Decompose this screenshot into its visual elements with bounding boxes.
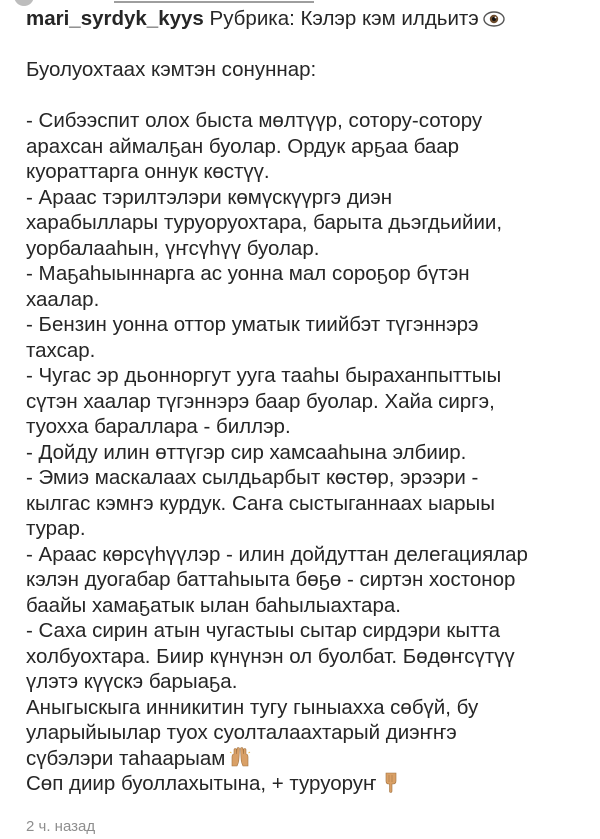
caption-line-text: сүбэлэри таһаарыам — [26, 746, 226, 770]
caption-line-text: Сөп диир буоллахытына, + туруоруҥ — [26, 772, 377, 795]
caption-line — [26, 746, 586, 772]
caption-line: туохха бараллара - биллэр. — [26, 415, 291, 438]
caption-line: уорбалааһын, үҥсүһүү буолар. — [26, 236, 320, 260]
caption-line: - Дойду илин өттүгэр сир хамсааһына элбиир. — [26, 440, 467, 464]
caption-line: кэлэн дуогабар баттаһыыта бөҕө - сиртэн хостонор — [26, 568, 516, 591]
caption-line: баайы хамаҕатык ылан баһылыахтара. — [26, 593, 401, 617]
caption-heading: Буолуохтаах кэмтэн сонуннар: — [26, 58, 317, 81]
raised-hands-icon — [229, 746, 251, 768]
caption-line: тахсар. — [26, 338, 96, 362]
post-timestamp[interactable]: 2 ч. назад — [26, 818, 96, 835]
caption-line: харабыллары туруоруохтара, барыта дьэгдьийии, — [26, 211, 503, 234]
caption-line: - Араас көрсүһүүлэр - илин дойдуттан делегациялар — [26, 542, 528, 566]
caption-line: Аныгыскыга инникитин тугу гыныахха сөбүй, бу — [26, 695, 479, 719]
post-caption — [26, 6, 586, 797]
caption-line: хаалар. — [26, 287, 100, 311]
eye-icon — [483, 11, 505, 27]
caption-line: - Эмиэ маскалаах сылдьарбыт көстөр, эрээри - — [26, 466, 479, 489]
divider — [114, 0, 314, 3]
caption-line: - Саха сирин атын чугастыы сытар сирдэри кытта — [26, 619, 501, 642]
caption-line: - Бензин уонна оттор уматык тиийбэт түгэннэрэ — [26, 313, 479, 336]
point-down-icon — [380, 771, 402, 793]
username-link[interactable]: mari_syrdyk_kyys — [26, 7, 204, 30]
caption-line: уларыйыылар туох суолталаахтарый диэҥҥэ — [26, 721, 457, 744]
post-title: Рубрика: Кэлэр кэм илдьитэ — [209, 7, 479, 30]
caption-line: сүтэн хаалар түгэннэрэ баар буолар. Хайа сиргэ, — [26, 389, 495, 413]
caption-line: - Сибээспит олох быста мөлтүүр, сотору-сотору — [26, 109, 483, 132]
caption-line: куораттарга оннук көстүү. — [26, 160, 270, 183]
caption-line: холбуохтара. Биир күнүнэн ол буолбат. Бөдөҥсүтүү — [26, 644, 515, 668]
caption-line: - Араас тэрилтэлэри көмүскүүргэ диэн — [26, 185, 393, 209]
caption-line: - Маҕаһыыннарга ас уонна мал сороҕор бүтэн — [26, 262, 470, 285]
caption-line: үлэтэ күүскэ барыаҕа. — [26, 670, 238, 693]
caption-line: арахсан аймалҕан буолар. Ордук арҕаа баар — [26, 134, 460, 158]
caption-line: кылгас кэмҥэ курдук. Саҥа сыстыганнаах ыарыы — [26, 491, 495, 515]
caption-line — [26, 771, 586, 797]
caption-line: турар. — [26, 517, 86, 540]
caption-line: - Чугас эр дьонноргут ууга тааһы быраханпыттыы — [26, 364, 502, 387]
caption-body — [26, 108, 586, 797]
caption-header — [26, 6, 586, 32]
